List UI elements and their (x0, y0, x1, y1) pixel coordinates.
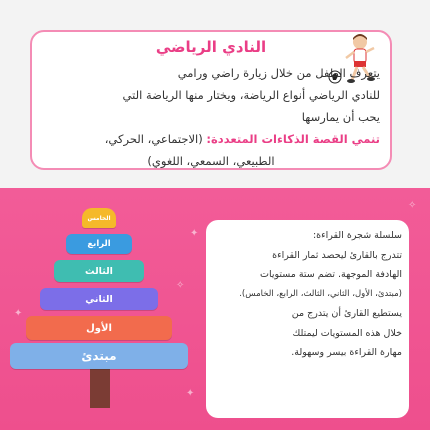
level-label: الخامس (87, 214, 111, 222)
series-line: الهادفة الموجهة. تضم ستة مستويات (260, 269, 402, 280)
sparkle-icon: ✦ (14, 308, 23, 319)
level-label: الرابع (87, 239, 111, 249)
level-fourth (66, 234, 132, 254)
series-line: مهارة القراءة بيسر وسهولة. (291, 347, 402, 358)
description-line: يحب أن يمارسها (301, 110, 380, 124)
series-title: سلسلة شجرة القراءة: (312, 230, 402, 241)
sparkle-icon: ✧ (408, 200, 417, 211)
series-info-card (206, 220, 409, 418)
level-label: الثاني (85, 293, 113, 305)
sparkle-icon: ✦ (186, 388, 195, 399)
level-label: الثالث (85, 265, 113, 277)
description-text (42, 62, 380, 172)
level-beginner (10, 343, 188, 369)
skills-line-2: الطبيعي، السمعي، اللغوي) (147, 154, 275, 168)
level-label: مبتدئ (81, 349, 117, 363)
level-second (40, 288, 158, 310)
level-first (26, 316, 172, 340)
skills-label: تنمي القصة الذكاءات المتعددة: (206, 132, 380, 146)
description-line: للنادي الرياضي أنواع الرياضة، ويختار منها الرياضة التي (122, 88, 380, 102)
series-line: (مبتدئ، الأول، الثاني، الثالث، الرابع، الخامس). (239, 288, 402, 299)
level-label: الأول (86, 322, 112, 334)
level-fifth (82, 208, 116, 228)
sparkle-icon: ✧ (176, 280, 185, 291)
page-title: النادي الرياضي (155, 38, 267, 56)
series-line: يستطيع القارئ أن يتدرج من (291, 308, 402, 319)
skills-line (42, 128, 380, 150)
reading-tree-pyramid (10, 208, 190, 422)
series-line: خلال هذه المستويات ليمتلك (292, 327, 402, 339)
series-line: تتدرج بالقارئ ليحصد ثمار القراءة (272, 249, 402, 261)
skills-value: (الاجتماعي، الحركي، (104, 132, 207, 146)
description-card (30, 30, 392, 170)
description-line: يتعرف الطفل من خلال زيارة راضي ورامي (177, 66, 380, 80)
level-third (54, 260, 144, 282)
sparkle-icon: ✦ (190, 228, 199, 239)
series-info-text (212, 226, 402, 363)
